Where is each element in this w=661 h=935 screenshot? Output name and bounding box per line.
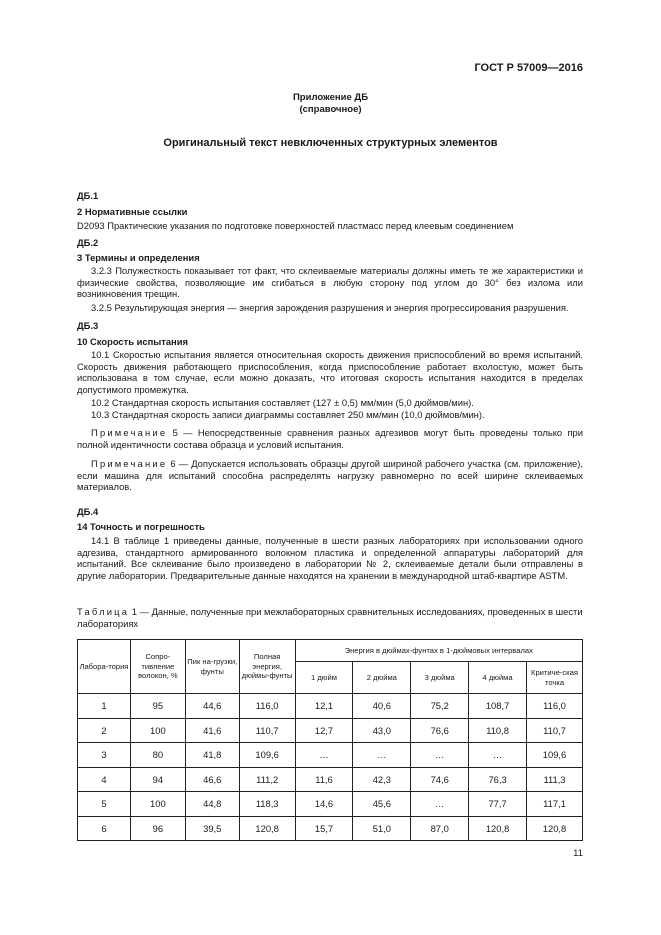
cell-peak-load: 44,6 [185,694,239,719]
cell-energy-3-inch: 74,6 [411,767,469,792]
cell-fiber-resistance: 94 [130,767,185,792]
cell-fiber-resistance: 96 [130,816,185,841]
header-resistance: Сопро-тивление волокон, % [130,640,185,694]
cell-total-energy: 111,2 [239,767,295,792]
section-db2-heading: 3 Термины и определения [77,252,200,263]
table-row [78,694,583,719]
results-table [77,639,583,841]
cell-energy-3-inch: … [411,743,469,768]
cell-peak-load: 41,8 [185,743,239,768]
section-db2-paragraph-1: 3.2.3 Полужесткость показывает тот факт, что склеиваемые материалы должны иметь те же характеристики и физические свойства, позволяющие им сгибаться в любую сторону под углом до 30° без излома или возникновения трещин. [77,265,583,299]
standard-number: ГОСТ Р 57009—2016 [474,62,583,74]
cell-lab: 6 [78,816,131,841]
cell-energy-1-inch: 12,7 [295,718,353,743]
section-db2-label: ДБ.2 [77,237,99,248]
cell-peak-load: 46,6 [185,767,239,792]
note-6-label: Примечание [91,458,168,469]
section-db3-paragraph-2: 10.2 Стандартная скорость испытания составляет (127 ± 0,5) мм/мин (5,0 дюймов/мин). [91,397,474,408]
section-db3-paragraph-3: 10.3 Стандартная скорость записи диаграммы составляет 250 мм/мин (10,0 дюймов/мин). [91,409,485,420]
cell-energy-4-inch: 110,8 [469,718,527,743]
header-critical-point: Критиче-ская точка [527,662,583,694]
header-2-inch: 2 дюйма [353,662,411,694]
section-db3-heading: 10 Скорость испытания [77,336,188,347]
table-row [78,816,583,841]
note-5-text: 5 — Непосредственные сравнения разных адгезивов могут быть проведены только при полной идентичности состава образца и условий испытания. [77,427,583,450]
page-number: 11 [573,848,583,859]
main-title: Оригинальный текст невключенных структурных элементов [163,137,498,149]
table-row [78,792,583,817]
cell-energy-1-inch: 15,7 [295,816,353,841]
header-3-inch: 3 дюйма [411,662,469,694]
cell-energy-4-inch: 76,3 [469,767,527,792]
cell-energy-3-inch: … [411,792,469,817]
cell-fiber-resistance: 100 [130,792,185,817]
appendix-subtitle: (справочное) [299,104,362,115]
section-db3-label: ДБ.3 [77,320,99,331]
cell-energy-4-inch: 108,7 [469,694,527,719]
cell-energy-2-inch: 45,6 [353,792,411,817]
cell-energy-2-inch: 51,0 [353,816,411,841]
section-db1-text: D2093 Практические указания по подготовке поверхностей пластмасс перед клеевым соединением [77,220,514,231]
section-db4-label: ДБ.4 [77,506,99,517]
cell-lab: 2 [78,718,131,743]
cell-energy-3-inch: 87,0 [411,816,469,841]
cell-peak-load: 44,8 [185,792,239,817]
cell-total-energy: 118,3 [239,792,295,817]
cell-energy-1-inch: 11,6 [295,767,353,792]
header-energy-group: Энергия в дюймах-фунтах в 1-дюймовых интервалах [295,640,582,662]
section-db1-heading: 2 Нормативные ссылки [77,206,188,217]
table-row [78,718,583,743]
cell-energy-4-inch: 77,7 [469,792,527,817]
cell-total-energy: 120,8 [239,816,295,841]
cell-total-energy: 116,0 [239,694,295,719]
table-row [78,743,583,768]
cell-critical-point: 117,1 [527,792,583,817]
cell-energy-4-inch: 120,8 [469,816,527,841]
table-caption [77,606,583,629]
table-caption-label: Таблица [77,606,130,617]
cell-lab: 4 [78,767,131,792]
note-5 [77,427,583,450]
cell-energy-2-inch: … [353,743,411,768]
header-lab: Лабора-тория [78,640,131,694]
cell-critical-point: 109,6 [527,743,583,768]
cell-peak-load: 41,6 [185,718,239,743]
table-row [78,767,583,792]
cell-energy-4-inch: … [469,743,527,768]
cell-critical-point: 110,7 [527,718,583,743]
cell-energy-3-inch: 76,6 [411,718,469,743]
note-6-text: 6 — Допускается использовать образцы другой шириной рабочего участка (см. приложение), если машина для испытаний способна распределять нагрузку равномерно по всей ширине склеиваемых материалов. [77,458,583,492]
cell-energy-1-inch: 14,6 [295,792,353,817]
cell-energy-2-inch: 43,0 [353,718,411,743]
section-db4-heading: 14 Точность и погрешность [77,521,205,532]
cell-energy-2-inch: 40,6 [353,694,411,719]
cell-critical-point: 120,8 [527,816,583,841]
cell-peak-load: 39,5 [185,816,239,841]
section-db4-paragraph-1: 14.1 В таблице 1 приведены данные, полученные в шести разных лабораториях при использовании одного адгезива, стандартного армированного волокном пластика и определенной аппаратуры лабораторий для испытаний. Все склеивание было произведено в лаборатории № 2, склеиваемые детали были отправлены в другие лаборатории. Предварительные данные находятся на хранении в международной штаб-квартире ASTM. [77,535,583,581]
table-caption-text: 1 — Данные, полученные при межлабораторных сравнительных исследованиях, проведенных в шести лабораториях [77,606,583,629]
cell-lab: 1 [78,694,131,719]
cell-critical-point: 111,3 [527,767,583,792]
note-5-label: Примечание [91,427,168,438]
header-4-inch: 4 дюйма [469,662,527,694]
cell-critical-point: 116,0 [527,694,583,719]
header-peak-load: Пик на-грузки, фунты [185,640,239,694]
cell-fiber-resistance: 100 [130,718,185,743]
header-total-energy: Полная энергия, дюймы-фунты [239,640,295,694]
cell-fiber-resistance: 80 [130,743,185,768]
section-db3-paragraph-1: 10.1 Скоростью испытания является относительная скорость движения приспособлений во время испытаний. Скорость движения работающего приспособления, когда приспособление работает вхолостую, может быть использована в том случае, если можно доказать, что итоговая скорость испытания находится в пределах допустимого промежутка. [77,349,583,395]
cell-energy-1-inch: … [295,743,353,768]
cell-lab: 3 [78,743,131,768]
cell-total-energy: 110,7 [239,718,295,743]
cell-lab: 5 [78,792,131,817]
cell-energy-2-inch: 42,3 [353,767,411,792]
header-1-inch: 1 дюйм [295,662,353,694]
section-db2-paragraph-2: 3.2.5 Результирующая энергия — энергия зарождения разрушения и энергия прогрессирования разрушения. [91,302,569,313]
cell-energy-1-inch: 12,1 [295,694,353,719]
note-6 [77,458,583,493]
section-db1-label: ДБ.1 [77,190,99,201]
cell-total-energy: 109,6 [239,743,295,768]
cell-energy-3-inch: 75,2 [411,694,469,719]
cell-fiber-resistance: 95 [130,694,185,719]
appendix-title: Приложение ДБ [292,92,369,103]
